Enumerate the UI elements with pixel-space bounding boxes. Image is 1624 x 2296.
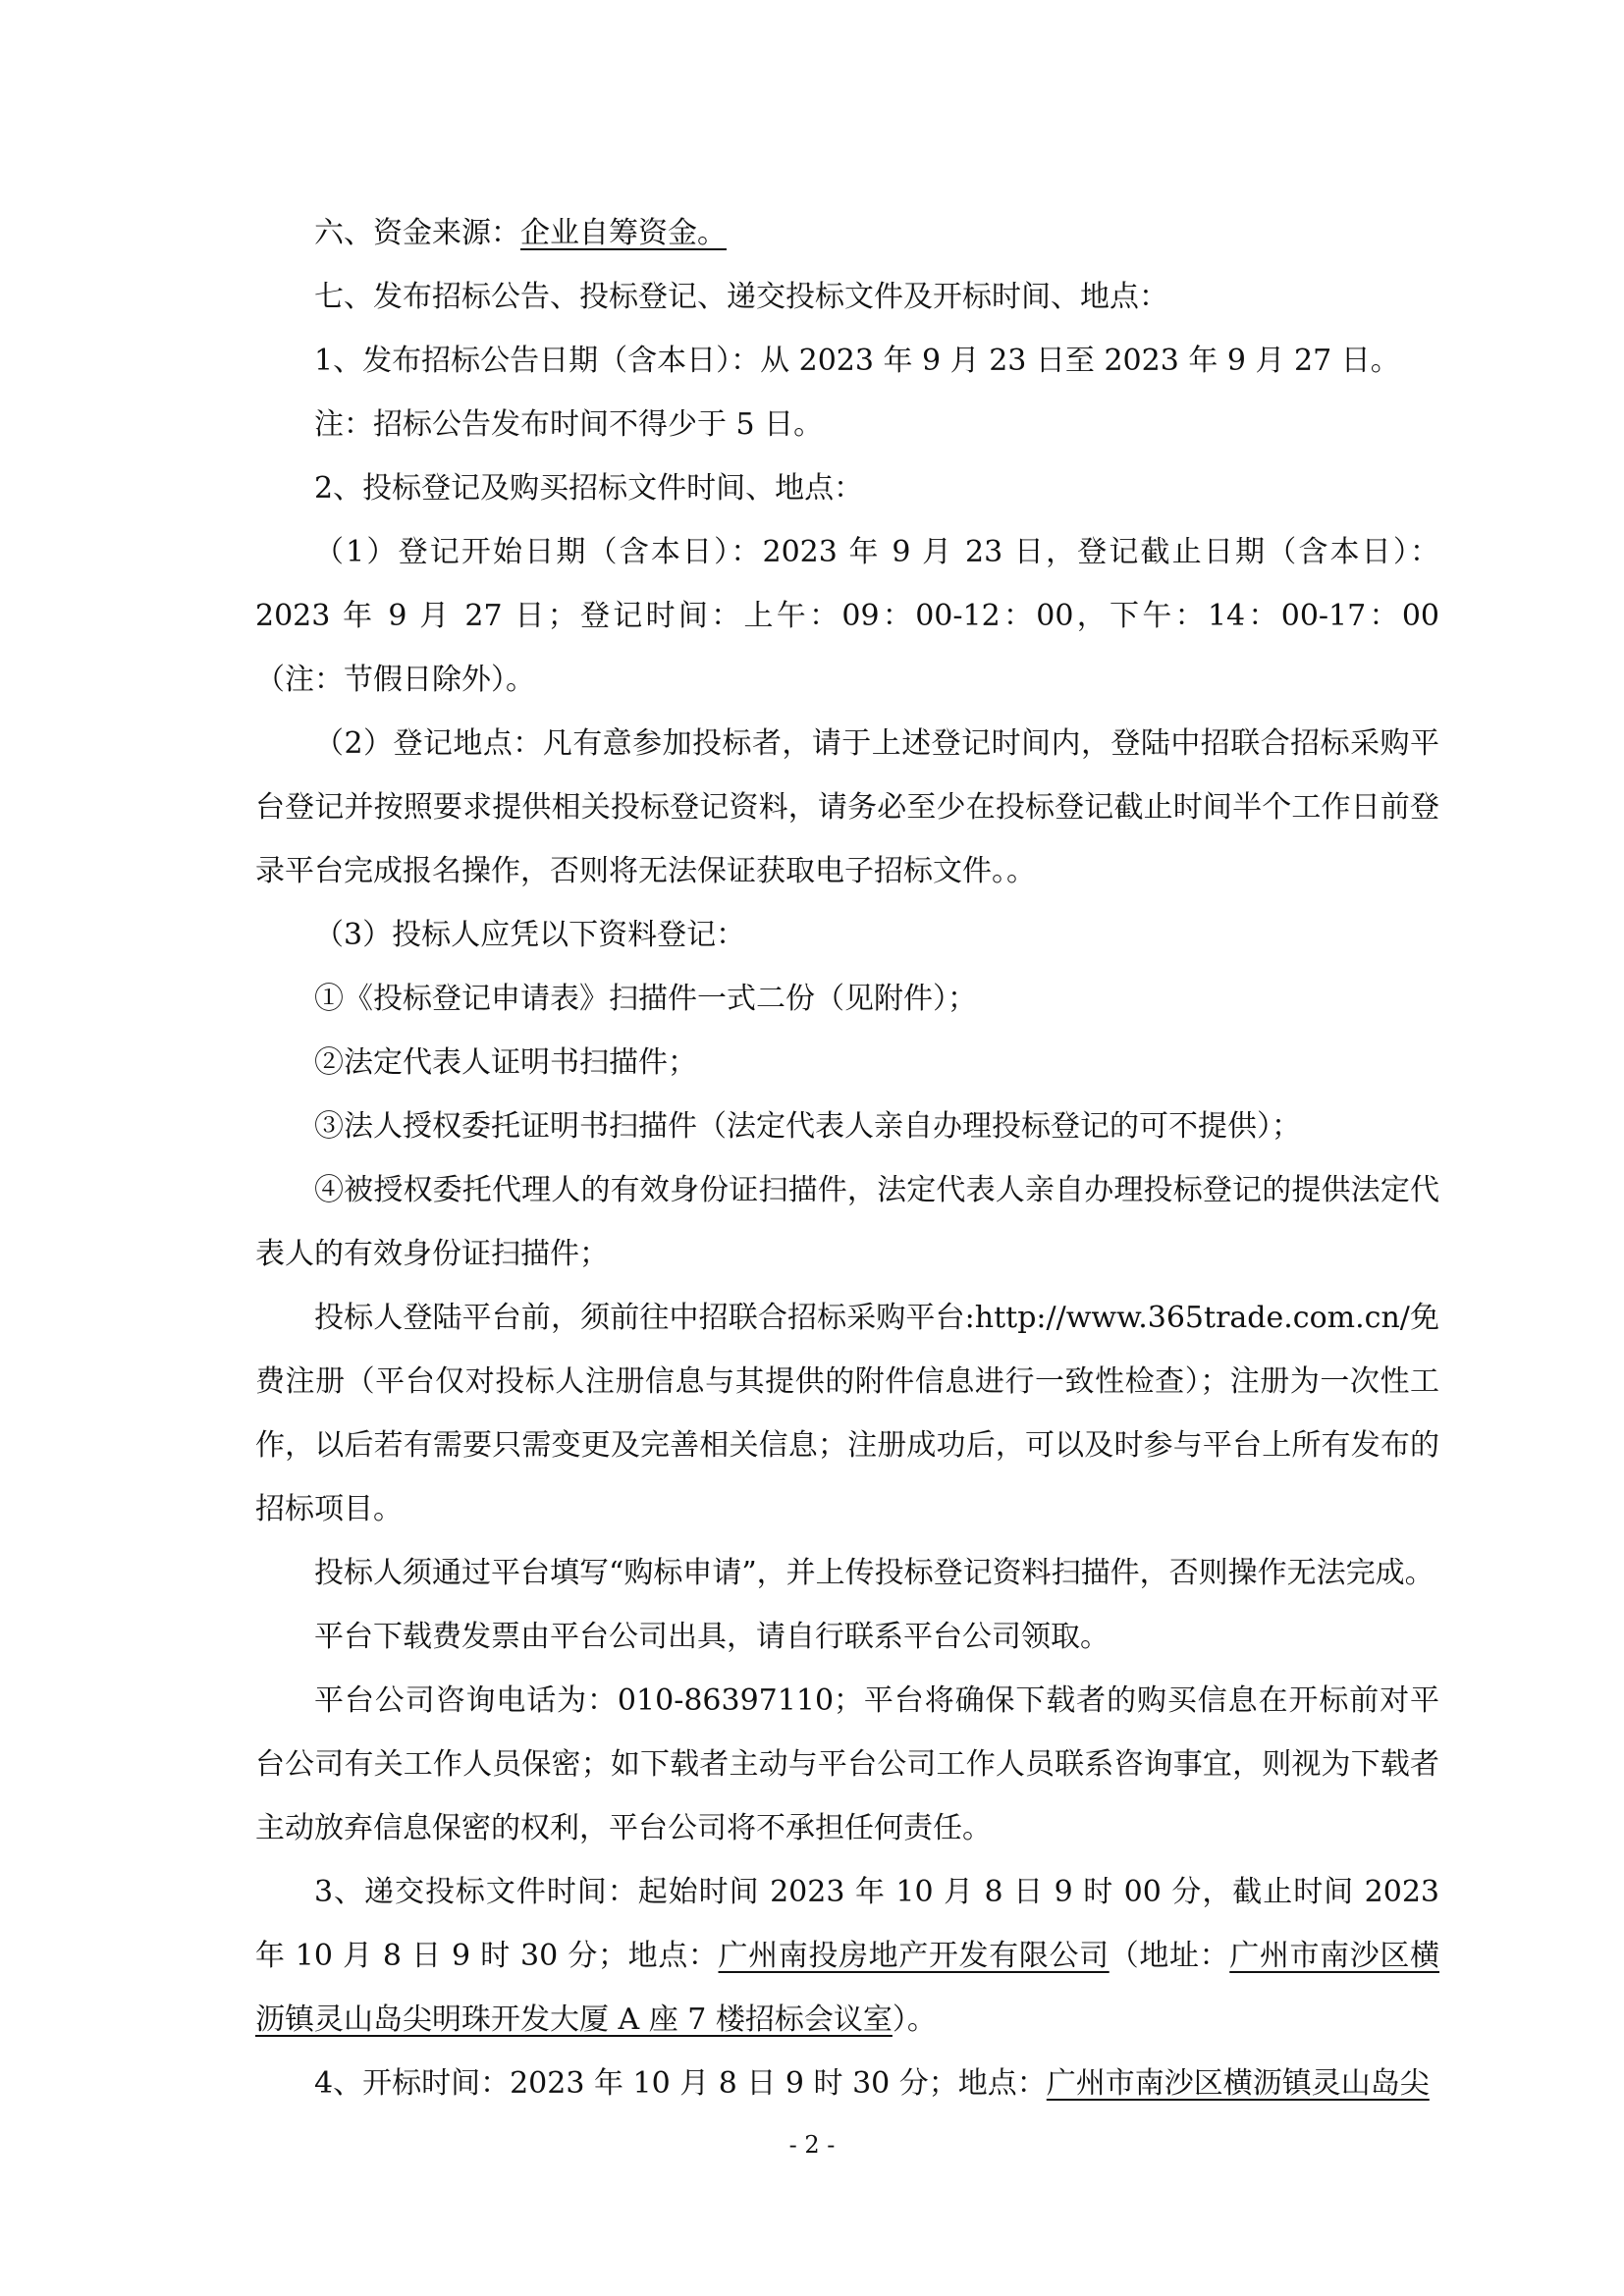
text-segment: （3）投标人应凭以下资料登记： <box>314 918 746 952</box>
paragraph <box>255 201 1439 265</box>
paragraph <box>255 265 1439 329</box>
paragraph <box>255 1860 1439 2052</box>
paragraph <box>255 967 1439 1031</box>
text-segment: 平台下载费发票由平台公司出具，请自行联系平台公司领取。 <box>314 1620 1110 1654</box>
underlined-text: 企业自筹资金。 <box>520 216 727 250</box>
page-number: - 2 - <box>788 2131 836 2159</box>
paragraph <box>255 1158 1439 1286</box>
text-segment: 3、递交投标文件时间：起始时间 2023 年 10 月 8 日 9 时 00 分，截止时间 2023 年 10 月 8 日 9 时 30 分；地点： <box>255 1875 1439 1973</box>
text-segment: ①《投标登记申请表》扫描件一式二份（见附件）； <box>314 982 977 1016</box>
text-segment: 六、资金来源： <box>314 216 520 250</box>
text-segment: （地址： <box>1109 1939 1230 1973</box>
text-segment: 2、投标登记及购买招标文件时间、地点： <box>314 471 864 506</box>
text-segment: ③法人授权委托证明书扫描件（法定代表人亲自办理投标登记的可不提供）； <box>314 1109 1301 1144</box>
document-body <box>255 201 1439 2115</box>
paragraph <box>255 1031 1439 1095</box>
underlined-text: 广州市南沙区横沥镇灵山岛尖 <box>1046 2066 1430 2101</box>
text-segment: ）。 <box>892 2002 937 2037</box>
text-segment: 注：招标公告发布时间不得少于 5 日。 <box>314 407 824 442</box>
underlined-text: 广州南投房地产开发有限公司 <box>718 1939 1110 1973</box>
paragraph <box>255 393 1439 456</box>
text-segment: 七、发布招标公告、投标登记、递交投标文件及开标时间、地点： <box>314 280 1168 314</box>
paragraph <box>255 1605 1439 1669</box>
text-segment: 1、发布招标公告日期（含本日）：从 2023 年 9 月 23 日至 2023 年 9 月 27 日。 <box>314 344 1400 378</box>
paragraph <box>255 903 1439 967</box>
text-segment: 平台公司咨询电话为：010-86397110；平台将确保下载者的购买信息在开标前对平台公司有关工作人员保密；如下载者主动与平台公司工作人员联系咨询事宜，则视为下载者主动放弃信息保密的权利，平台公司将不承担任何责任。 <box>255 1683 1439 1845</box>
paragraph <box>255 1669 1439 1860</box>
paragraph <box>255 456 1439 520</box>
text-segment: 投标人登陆平台前，须前往中招联合招标采购平台:http://www.365trade.com.cn/免费注册（平台仅对投标人注册信息与其提供的附件信息进行一致性检查）；注册为一次性工作，以后若有需要只需变更及完善相关信息；注册成功后，可以及时参与平台上所有发布的招标项目。 <box>255 1301 1439 1526</box>
text-segment: 4、开标时间：2023 年 10 月 8 日 9 时 30 分；地点： <box>314 2066 1047 2101</box>
text-segment: （1）登记开始日期（含本日）：2023 年 9 月 23 日，登记截止日期（含本日）：2023 年 9 月 27 日；登记时间：上午：09：00-12：00，下午：14：00-17：00 （注：节假日除外）。 <box>255 535 1439 697</box>
paragraph <box>255 2052 1439 2115</box>
paragraph <box>255 1286 1439 1541</box>
paragraph <box>255 520 1439 712</box>
paragraph <box>255 712 1439 903</box>
text-segment: 投标人须通过平台填写“购标申请”，并上传投标登记资料扫描件，否则操作无法完成。 <box>314 1556 1435 1590</box>
text-segment: ②法定代表人证明书扫描件； <box>314 1045 697 1080</box>
paragraph <box>255 329 1439 393</box>
text-segment: （2）登记地点：凡有意参加投标者，请于上述登记时间内，登陆中招联合招标采购平台登记并按照要求提供相关投标登记资料，请务必至少在投标登记截止时间半个工作日前登录平台完成报名操作，否则将无法保证获取电子招标文件。。 <box>255 726 1439 888</box>
paragraph <box>255 1541 1439 1605</box>
text-segment: ④被授权委托代理人的有效身份证扫描件，法定代表人亲自办理投标登记的提供法定代表人的有效身份证扫描件； <box>255 1173 1439 1271</box>
underlined-text: 广州市南沙区横沥镇灵山岛尖明珠开发大厦 A 座 7 楼招标会议室 <box>255 1939 1440 2037</box>
paragraph <box>255 1095 1439 1158</box>
